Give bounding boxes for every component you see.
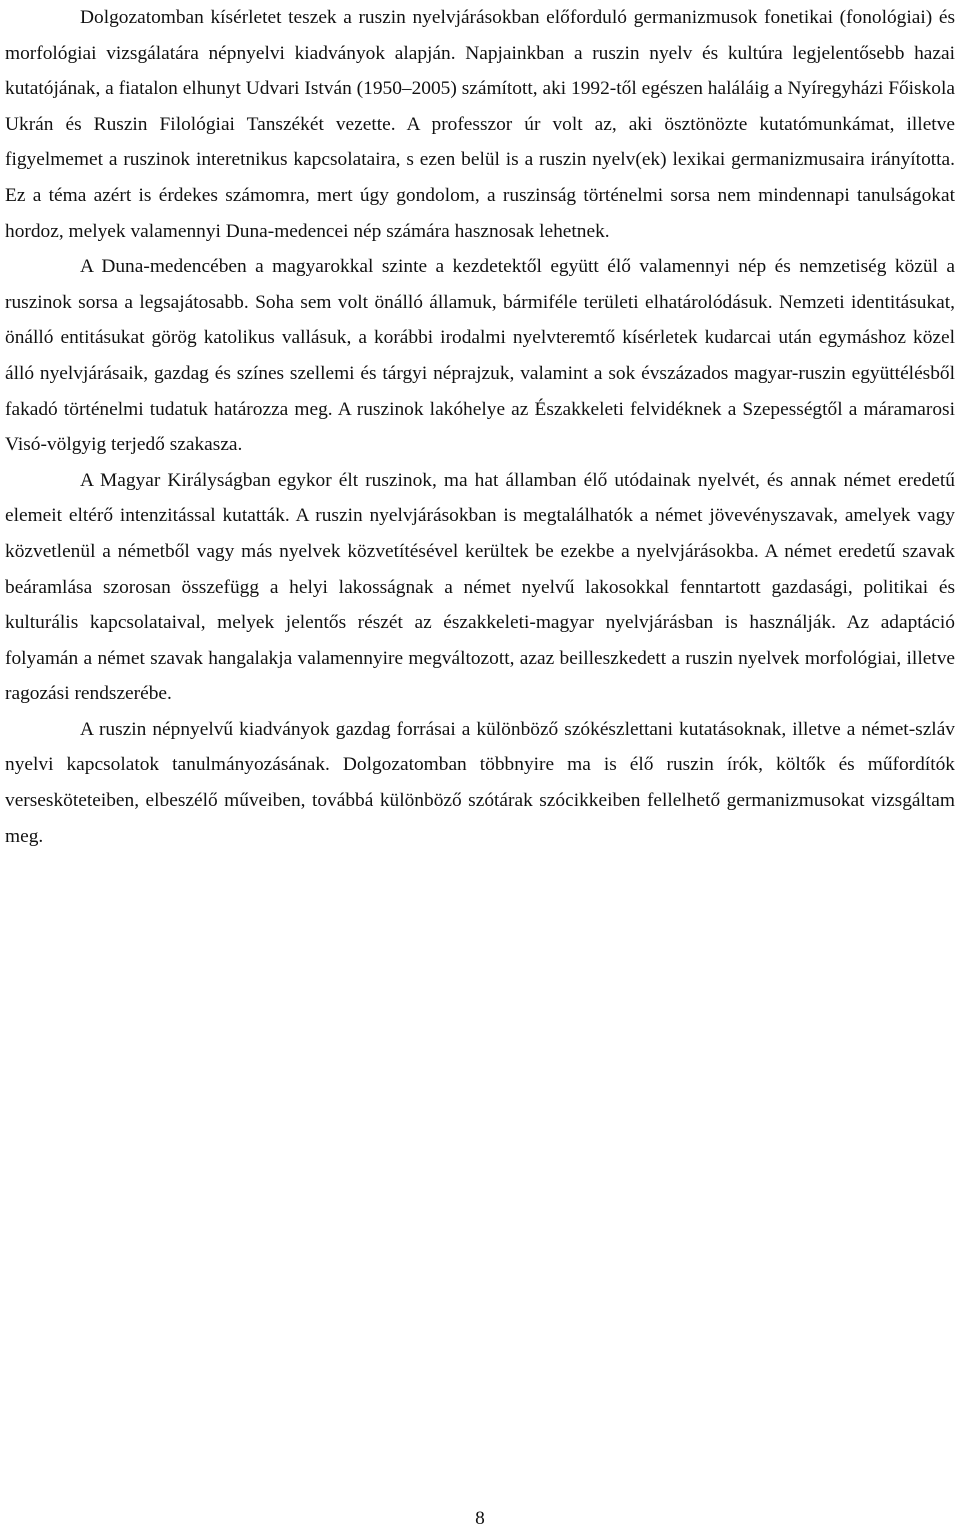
- paragraph-german-loanwords: A Magyar Királyságban egykor élt ruszinok, ma hat államban élő utódainak nyelvét, és annak német eredetű elemeit eltérő intenzitással kutatták. A ruszin nyelvjárásokban is megtalálhatók a német jövevényszavak, amelyek vagy közvetlenül a németből vagy más nyelvek közvetítésével kerültek be ezekbe a nyelvjárásokba. A német eredetű szavak beáramlása szorosan összefügg a helyi lakosságnak a német nyelvű lakosokkal fenntartott gazdasági, politikai és kulturális kapcsolataival, melyek jelentős részét az északkeleti-magyar nyelvjárásban is használják. Az adaptáció folyamán a német szavak hangalakja valamennyire megváltozott, azaz beilleszkedett a ruszin nyelvek morfológiai, illetve ragozási rendszerébe.: [5, 469, 955, 705]
- page-number: 8: [475, 1508, 485, 1529]
- paragraph-sources: A ruszin népnyelvű kiadványok gazdag forrásai a különböző szókészlettani kutatásoknak, illetve a német-szláv nyelvi kapcsolatok tanulmányozásának. Dolgozatomban többnyire ma is élő ruszin írók, költők és műfordítók versesköteteiben, elbeszélő műveiben, továbbá különböző szótárak szócikkeiben fellelhető germanizmusokat vizsgáltam meg.: [5, 718, 955, 847]
- document-page: [5, 0, 955, 854]
- paragraph-history: A Duna-medencében a magyarokkal szinte a kezdetektől együtt élő valamennyi nép és nemzetiség közül a ruszinok sorsa a legsajátosabb. Soha sem volt önálló államuk, bármiféle területi elhatárolódásuk. Nemzeti identitásukat, önálló entitásukat görög katolikus vallásuk, a korábbi irodalmi nyelvteremtő kísérletek kudarcai után egymáshoz közel álló nyelvjárásaik, gazdag és színes szellemi és tárgyi néprajzuk, valamint a sok évszázados magyar-ruszin együttélésből fakadó történelmi tudatuk határozza meg. A ruszinok lakóhelye az Északkeleti felvidéknek a Szepességtől a máramarosi Visó-völgyig terjedő szakasza.: [5, 256, 955, 456]
- paragraph-intro: Dolgozatomban kísérletet teszek a ruszin nyelvjárásokban előforduló germanizmusok fonetikai (fonológiai) és morfológiai vizsgálatára népnyelvi kiadványok alapján. Napjainkban a ruszin nyelv és kultúra legjelentősebb hazai kutatójának, a fiatalon elhunyt Udvari István (1950–2005) számított, aki 1992-től egészen haláláig a Nyíregyházi Főiskola Ukrán és Ruszin Filológiai Tanszékét vezette. A professzor úr volt az, aki ösztönözte kutatómunkámat, illetve figyelmemet a ruszinok interetnikus kapcsolataira, s ezen belül is a ruszin nyelv(ek) lexikai germanizmusaira irányította. Ez a téma azért is érdekes számomra, mert úgy gondolom, a ruszinság történelmi sorsa nem mindennapi tanulságokat hordoz, melyek valamennyi Duna-medencei nép számára hasznosak lehetnek.: [5, 7, 955, 242]
